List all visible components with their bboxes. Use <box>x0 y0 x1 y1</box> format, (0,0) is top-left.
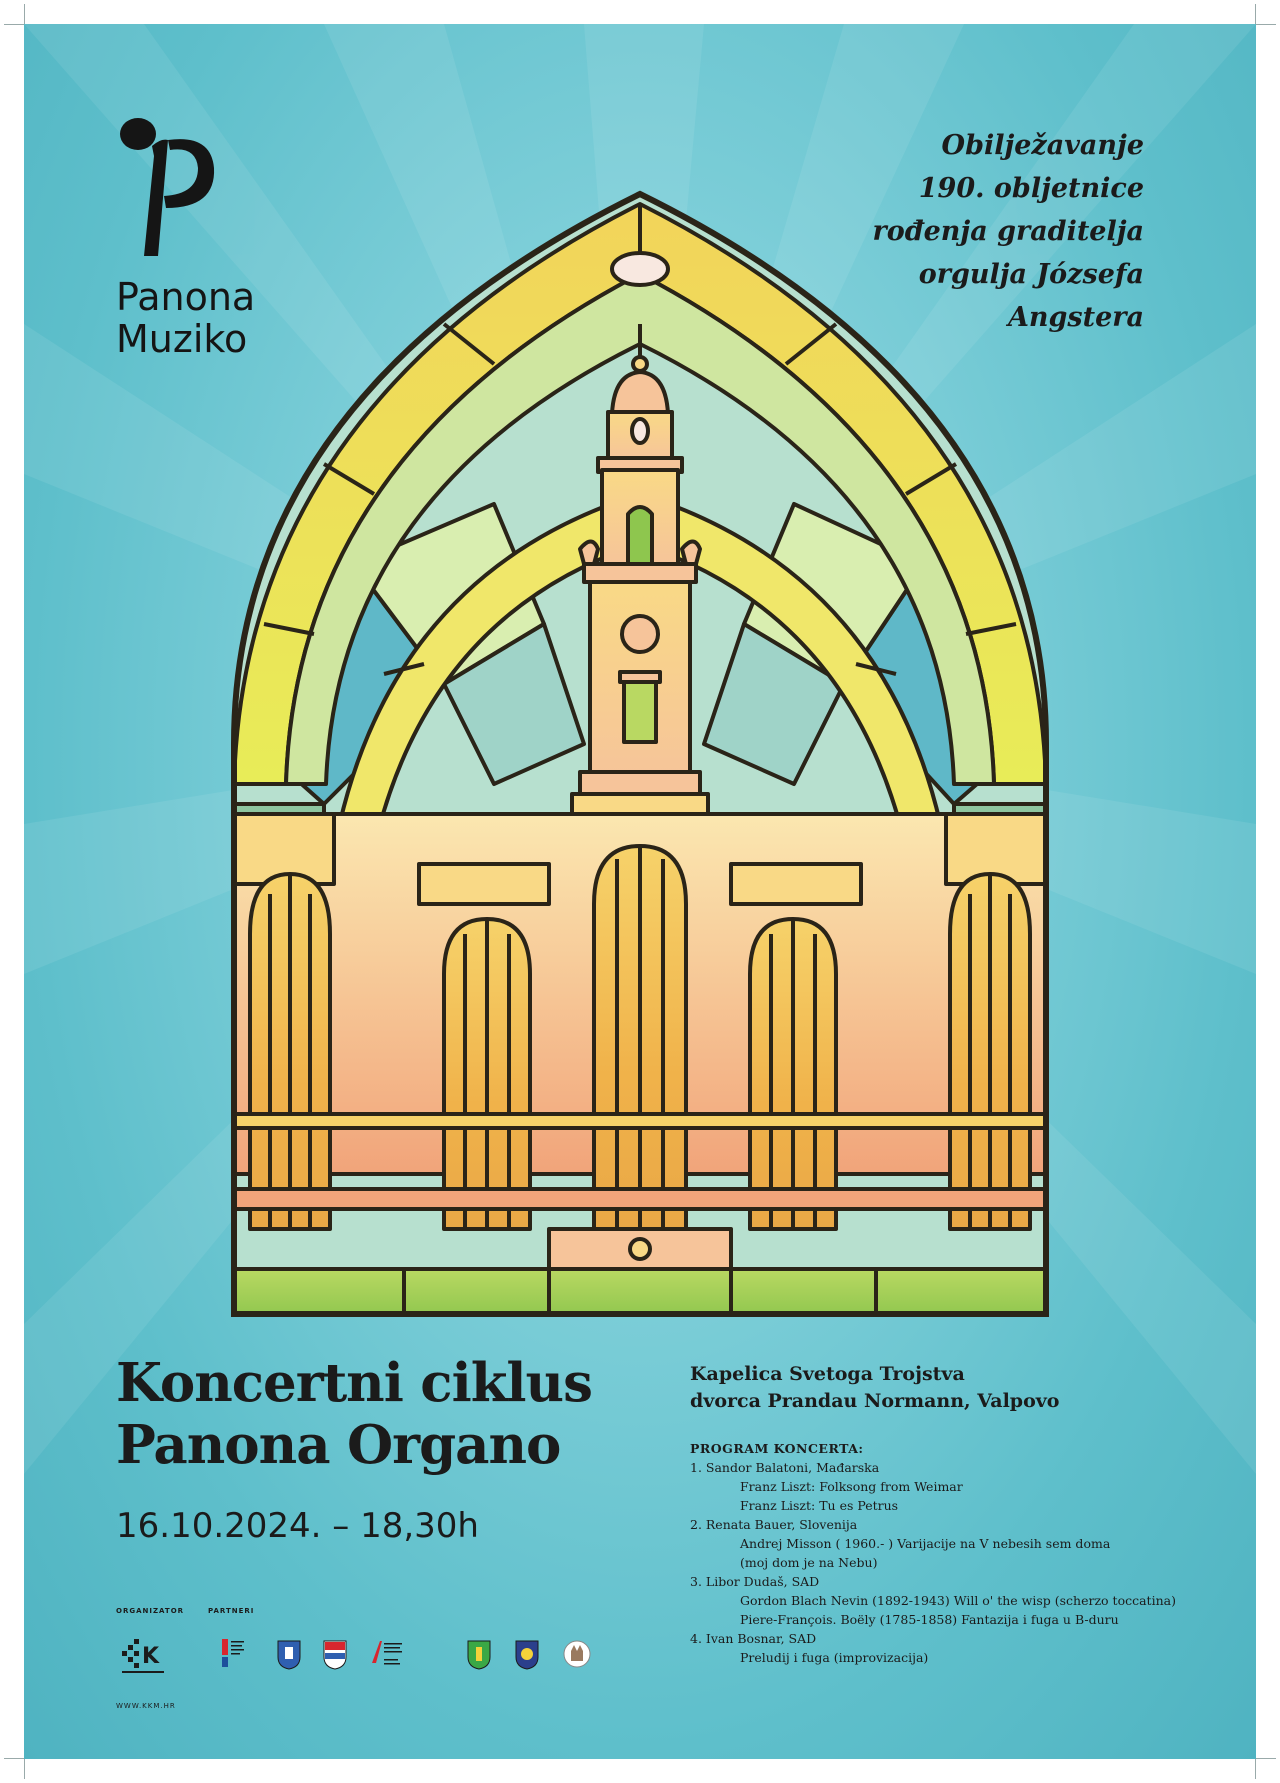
program-heading: PROGRAM KONCERTA: <box>690 1441 864 1456</box>
crop-mark <box>1256 1738 1276 1759</box>
crop-mark <box>24 4 45 24</box>
logo-line-1: Panona <box>116 275 256 319</box>
logo-line-2: Muziko <box>116 317 248 361</box>
program-piece: Preludij i fuga (improvizacija) <box>740 1650 929 1665</box>
anniversary-line: rođenja graditelja <box>872 216 1144 247</box>
program-piece: Franz Liszt: Tu es Petrus <box>740 1498 899 1513</box>
venue-line-1: Kapelica Svetoga Trojstva <box>690 1363 965 1385</box>
partners-label: PARTNERI <box>208 1607 255 1615</box>
program-performer: 3. Libor Dudaš, SAD <box>690 1574 820 1589</box>
crop-mark <box>4 24 24 45</box>
anniversary-line: Angstera <box>1007 302 1144 333</box>
organizer-website: WWW.KKM.HR <box>116 1702 176 1710</box>
program-piece: Piere-François. Boëly (1785-1858) Fantazija i fuga u B-duru <box>740 1612 1119 1627</box>
svg-text:K: K <box>142 1644 160 1669</box>
title-line-1: Koncertni ciklus <box>116 1352 592 1414</box>
program-piece: Andrej Misson ( 1960.- ) Varijacije na V nebesih sem doma <box>740 1536 1111 1551</box>
poster <box>24 24 1256 1759</box>
program-piece: Franz Liszt: Folksong from Weimar <box>740 1479 963 1494</box>
anniversary-line: Obilježavanje <box>941 130 1144 161</box>
crop-mark <box>4 1738 24 1759</box>
crop-mark <box>24 1759 45 1779</box>
venue-line-2: dvorca Prandau Normann, Valpovo <box>690 1390 1060 1412</box>
coat-of-arms-icon <box>514 1637 540 1671</box>
coat-of-arms-icon <box>322 1637 348 1671</box>
anniversary-line: 190. obljetnice <box>918 173 1144 204</box>
crop-mark <box>1235 4 1256 24</box>
organizer-label: ORGANIZATOR <box>116 1607 185 1615</box>
program-piece: (moj dom je na Nebu) <box>740 1555 878 1570</box>
crop-mark <box>1235 1759 1256 1779</box>
program-performer: 2. Renata Bauer, Slovenija <box>690 1517 858 1532</box>
title-line-2: Panona Organo <box>116 1414 561 1476</box>
program-piece: Gordon Blach Nevin (1892-1943) Will o' the wisp (scherzo toccatina) <box>740 1593 1176 1608</box>
concert-series-title <box>116 1352 676 1476</box>
crop-mark <box>1256 24 1276 45</box>
sponsor-logos <box>116 1607 636 1717</box>
kkm-organizer-logo-icon <box>120 1633 166 1679</box>
concert-datetime: 16.10.2024. – 18,30h <box>116 1506 479 1546</box>
venue <box>690 1361 1110 1415</box>
program-performer: 4. Ivan Bosnar, SAD <box>690 1631 817 1646</box>
church-emblem-icon <box>562 1637 592 1671</box>
coat-of-arms-icon <box>466 1637 492 1671</box>
agency-logo-icon <box>370 1637 404 1671</box>
ministry-logo-icon <box>220 1637 246 1671</box>
concert-program <box>690 1439 1210 1667</box>
coat-of-arms-icon <box>276 1637 302 1671</box>
anniversary-line: orgulja Józsefa <box>918 259 1144 290</box>
program-performer: 1. Sandor Balatoni, Mađarska <box>690 1460 880 1475</box>
